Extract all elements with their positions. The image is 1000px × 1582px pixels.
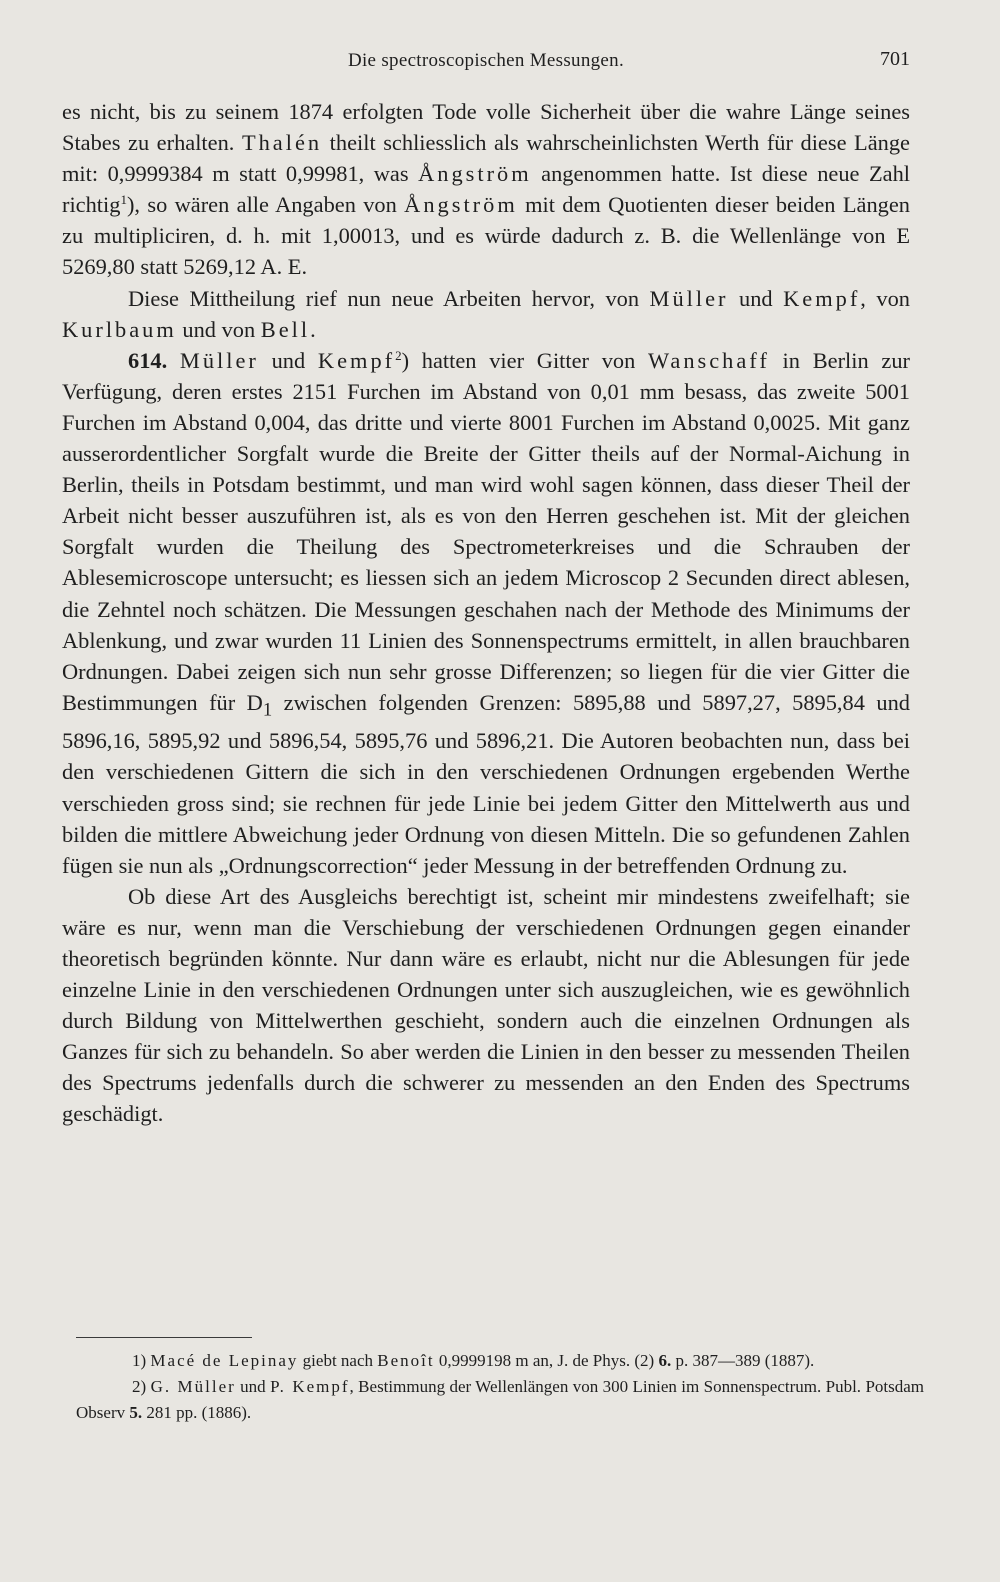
footnote-2: [76, 1374, 924, 1426]
author-name: G. Müller: [150, 1377, 236, 1396]
text-run: es nicht, bis zu seinem 1874 erfolgten Tode volle Sicherheit über die wahre Länge seines Stabes zu erhalten.: [62, 99, 910, 156]
subscript: 1: [262, 699, 273, 721]
text-run: mit dem Quotienten dieser beiden Längen zu multipliciren, d. h. mit 1,00013, und es würde dadurch z. B. die Wellenlänge von E 5269,80 statt 5269,12 A. E.: [62, 192, 910, 280]
footnote-ref: 1: [120, 192, 127, 208]
author-name: Kurlbaum: [62, 316, 177, 342]
footnote-1: [76, 1348, 924, 1374]
text-run: ) hatten vier Gitter von: [401, 347, 649, 373]
author-name: Müller: [179, 347, 259, 373]
author-name: Macé de Lepinay: [150, 1351, 299, 1370]
text-run: ), so wären alle Angaben von: [126, 192, 405, 218]
text-run: Diese Mittheilung rief nun neue Arbeiten hervor, von: [128, 285, 650, 311]
text-run: in Berlin zur Verfügung, deren erstes 2151 Furchen im Abstand von 0,01 mm besass, das zweite 5001 Furchen im Abstand 0,004, das dritte und vierte 8001 Furchen im Abstand 0,0025. Mit ganz ausserordentlicher Sorgfalt wurde die Breite der Gitter theils auf der Normal-Aichung in Berlin, theils in Potsdam bestimmt, und man wird wohl sagen können, dass dieser Theil der Arbeit nicht besser auszuführen ist, als es von den Herren geschehen ist. Mit der gleichen Sorgfalt wurden die Theilung des Spectrometerkreises und die Schrauben der Ablesemicroscope untersucht; es liessen sich an jedem Microscop 2 Secunden direct ablesen, die Zehntel noch schätzen. Die Messungen geschahen nach der Methode des Minimums der Ablenkung, und zwar wurden 11 Linien des Sonnenspectrums ermittelt, in allen brauchbaren Ordnungen. Dabei zeigen sich nun sehr grosse Differenzen; so liegen für die vier Gitter die Bestimmungen für D: [62, 347, 910, 715]
volume-number: 5.: [129, 1403, 143, 1422]
page-number: 701: [880, 48, 910, 70]
text-run: giebt nach: [298, 1351, 378, 1370]
author-name: Ångström: [404, 192, 518, 218]
running-header: [62, 50, 910, 80]
author-name: Benoît: [377, 1351, 435, 1370]
text-run: theilt schliesslich als wahrscheinlichsten Werth für diese Länge mit: 0,9999384 m statt 0,99981, was: [62, 130, 910, 187]
volume-number: 6.: [658, 1351, 672, 1370]
text-run: und: [258, 347, 318, 373]
author-name: Bell: [260, 316, 311, 342]
footnotes: [76, 1348, 924, 1426]
text-run: und von: [176, 316, 261, 342]
footnote-marker: 2): [132, 1377, 147, 1396]
text-run: zwischen folgenden Grenzen: 5895,88 und 5897,27, 5895,84 und 5896,16, 5895,92 und 5896,54, 5895,76 und 5896,21. Die Autoren beobachten nun, dass bei den verschiedenen Gittern die sich in den verschiedenen Ordnungen ergebenden Werthe verschieden gross sind; sie rechnen für jede Linie bei jedem Gitter den Mittelwerth aus und bilden die mittlere Abweichung jeder Ordnung von diesen Mitteln. Die so gefundenen Zahlen fügen sie nun als „Ordnungscorrection“ jeder Messung in der betreffenden Ordnung zu.: [62, 689, 910, 878]
author-name: Müller: [649, 285, 729, 311]
text-run: , von: [860, 285, 910, 311]
text-run: , Bestimmung der Wellenlängen von 300 Linien im Sonnenspectrum. Publ. Potsdam Observ: [76, 1377, 925, 1422]
author-name: P. Kempf: [270, 1377, 350, 1396]
text-run: und: [235, 1377, 271, 1396]
footnote-ref: 2: [395, 347, 402, 363]
author-name: Wanschaff: [648, 347, 770, 373]
author-name: Kempf: [317, 347, 396, 373]
paragraph-3: [62, 345, 910, 881]
paragraph-2: [62, 283, 910, 345]
footnote-divider: [76, 1337, 252, 1338]
text-run: und: [728, 285, 784, 311]
paragraph-4: Ob diese Art des Ausgleichs berechtigt ist, scheint mir mindestens zweifelhaft; sie wäre es nur, wenn man die Verschiebung der verschiedenen Ordnungen gegen einander theoretisch begründen könnte. Nur dann wäre es erlaubt, nicht nur die Ablesungen für jede einzelne Linie in den verschiedenen Ordnungen unter sich auszugleichen, wie es gewöhnlich durch Bildung von Mittelwerthen geschieht, sondern auch die einzelnen Ordnungen als Ganzes für sich zu behandeln. So aber werden die Linien in den besser zu messenden Theilen des Spectrums jedenfalls durch die schwerer zu messenden an den Enden des Spectrums geschädigt.: [62, 883, 910, 1127]
text-run: .: [310, 316, 316, 342]
text-run: p. 387—389 (1887).: [671, 1351, 815, 1370]
running-title: Die spectroscopischen Messungen.: [347, 50, 625, 71]
text-run: 281 pp. (1886).: [142, 1403, 252, 1422]
author-name: Ångström: [418, 161, 532, 187]
text-run: angenommen hatte. Ist diese neue Zahl richtig: [62, 161, 910, 218]
section-number: 614.: [128, 347, 168, 373]
text-run: 0,9999198 m an, J. de Phys. (2): [434, 1351, 659, 1370]
footnote-marker: 1): [132, 1351, 147, 1370]
paragraph-1: [62, 96, 910, 283]
author-name: Thalén: [241, 130, 323, 156]
author-name: Kempf: [783, 285, 861, 311]
main-text: [62, 96, 910, 1130]
